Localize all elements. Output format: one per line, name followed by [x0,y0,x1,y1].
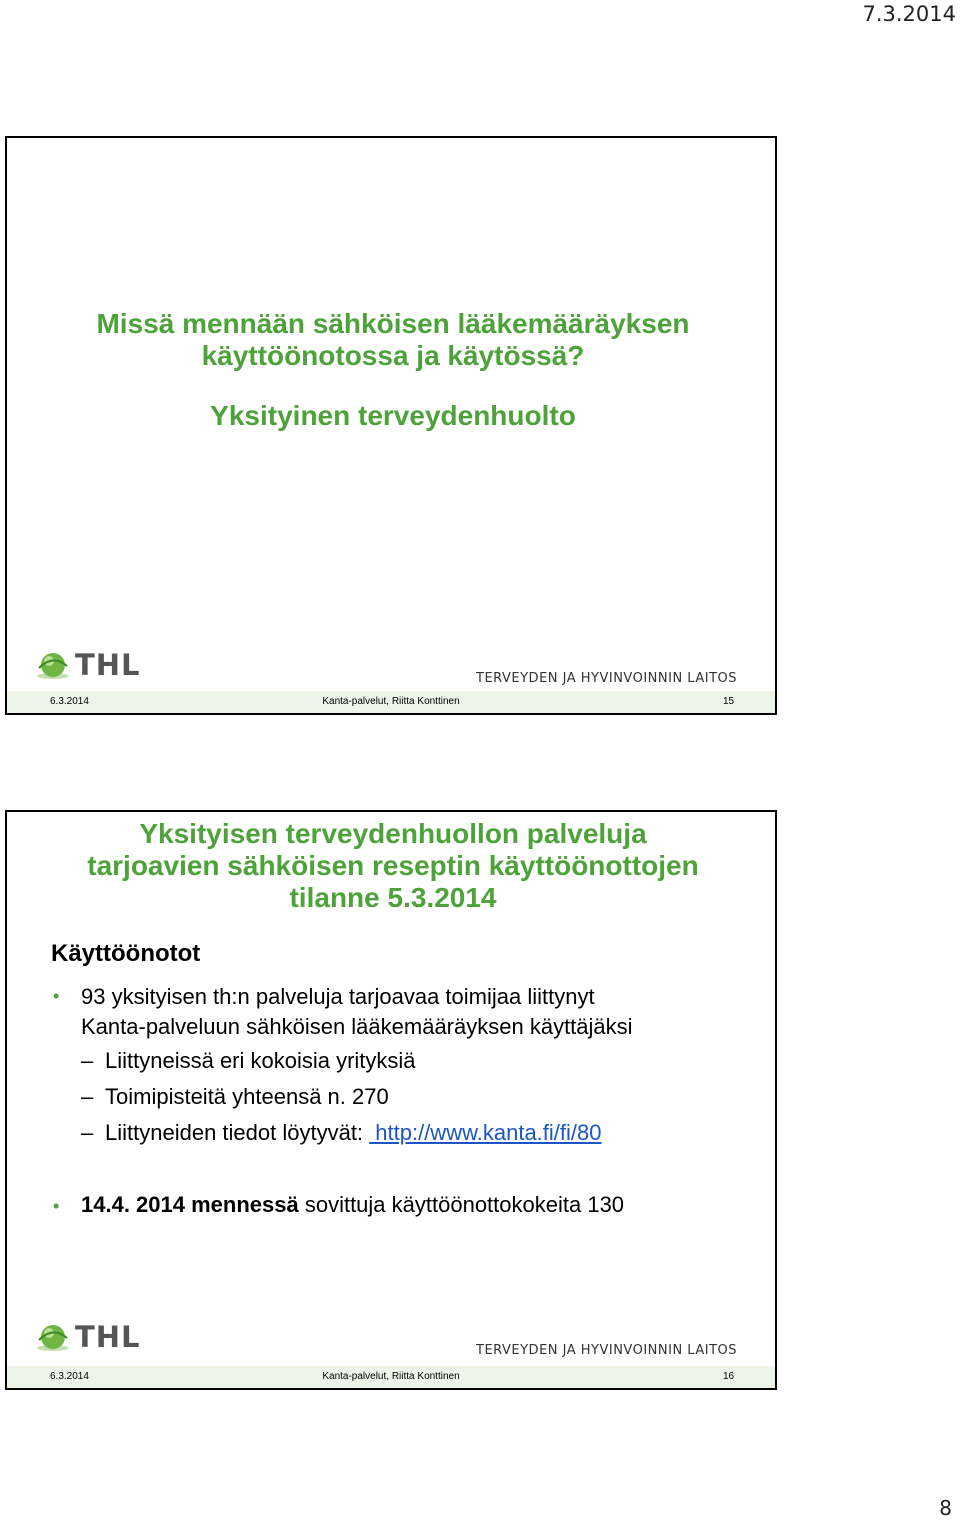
thl-logo [35,1320,141,1354]
bullet-item-2-bold: 14.4. 2014 mennessä [81,1192,299,1217]
page-number: 8 [939,1496,952,1520]
slide-title-line-2: käyttöönotossa ja käytössä? [201,340,585,371]
bullet-item-1 [81,982,771,1042]
kanta-link[interactable]: http://www.kanta.fi/fi/80 [369,1120,602,1145]
footer-author: Kanta-palvelut, Riitta Konttinen [322,1371,460,1382]
thl-orb-icon [35,650,71,680]
dash-icon: – [81,1084,94,1109]
sub-item-3-text: Liittyneiden tiedot löytyvät: [105,1120,370,1145]
bullet-item-1-line-2: Kanta-palveluun sähköisen lääkemääräyksen käyttäjäksi [81,1014,633,1039]
page-date: 7.3.2014 [862,2,956,26]
slide-title-line-3: tilanne 5.3.2014 [289,882,497,913]
slide-title-line-1: Yksityisen terveydenhuollon palveluja [139,818,647,849]
slide-title-line-1: Missä mennään sähköisen lääkemääräyksen [96,308,690,339]
dash-icon: – [81,1048,94,1073]
bullet-item-2-rest: sovittuja käyttöönottokokeita 130 [298,1192,625,1217]
thl-logo-text: THL [75,1320,141,1354]
sub-item-1-text: Liittyneissä eri kokoisia yrityksiä [105,1048,416,1073]
slide-16 [5,810,777,1390]
institute-name: TERVEYDEN JA HYVINVOINNIN LAITOS [476,1343,737,1358]
section-heading: Käyttöönotot [51,940,201,967]
bullet-item-2 [81,1192,624,1218]
slide-title [7,818,779,914]
thl-logo-text: THL [75,648,141,682]
slide-subtitle: Yksityinen terveydenhuolto [210,400,576,431]
slide-footer [7,691,775,713]
thl-logo [35,648,141,682]
sub-item-3 [81,1120,602,1146]
footer-date: 6.3.2014 [50,1371,89,1382]
slide-title [7,308,779,372]
footer-slide-number: 16 [723,1371,735,1382]
dash-icon: – [81,1120,94,1145]
institute-name: TERVEYDEN JA HYVINVOINNIN LAITOS [476,671,737,686]
bullet-icon: • [53,986,60,1006]
slide-title-line-2: tarjoavien sähköisen reseptin käyttöönottojen [87,850,699,881]
sub-item-1 [81,1048,416,1074]
footer-slide-number: 15 [723,696,735,707]
bullet-icon: • [53,1196,60,1216]
slide-footer [7,1366,775,1388]
sub-item-2 [81,1084,389,1110]
sub-item-2-text: Toimipisteitä yhteensä n. 270 [105,1084,389,1109]
footer-date: 6.3.2014 [50,696,89,707]
bullet-item-1-line-1: 93 yksityisen th:n palveluja tarjoavaa toimijaa liittynyt [81,984,595,1009]
footer-author: Kanta-palvelut, Riitta Konttinen [322,696,460,707]
slide-15 [5,136,777,715]
thl-orb-icon [35,1322,71,1352]
